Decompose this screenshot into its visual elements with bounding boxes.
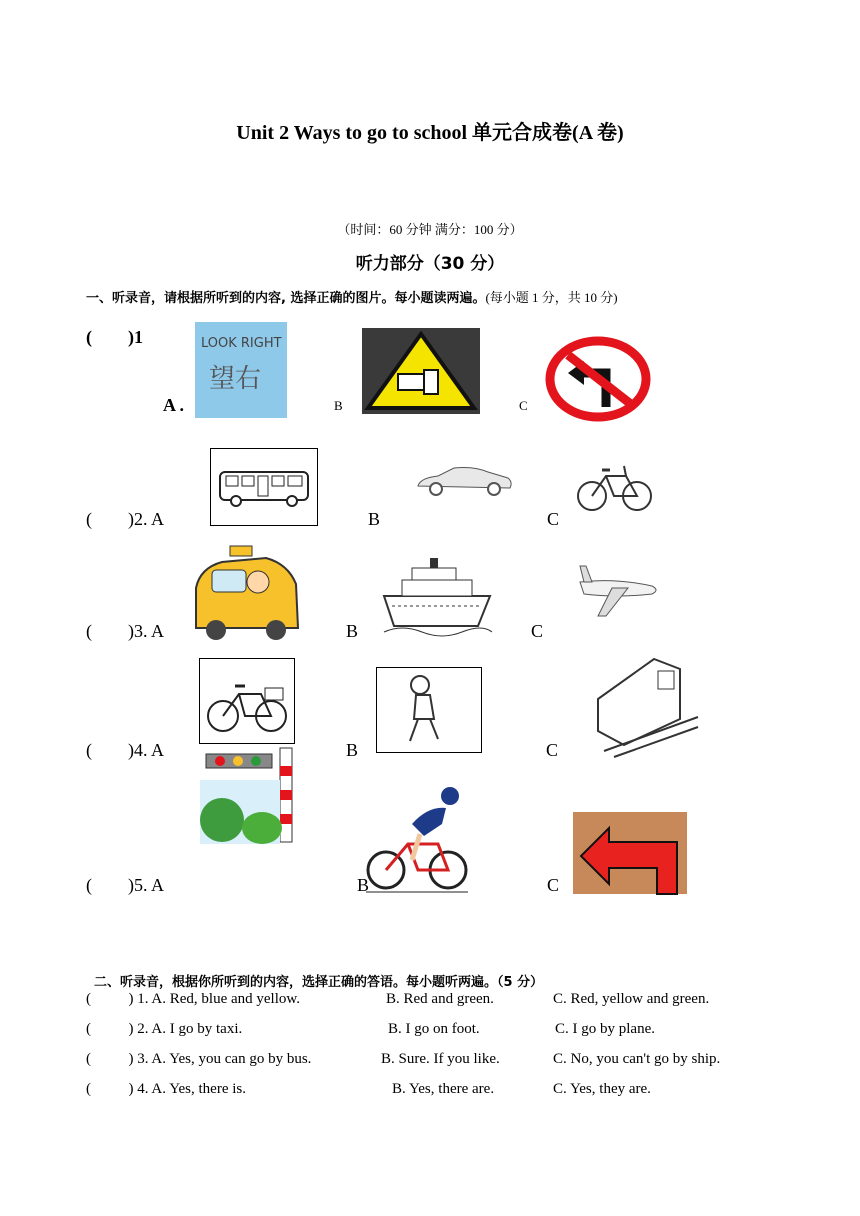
question-3-option-b: B — [346, 621, 359, 641]
traffic-light-image — [200, 746, 300, 844]
train-image — [594, 655, 700, 759]
question-4-option-c: C — [546, 740, 559, 760]
section2-item-4-c: C. Yes, they are. — [553, 1081, 651, 1097]
ship-image — [382, 552, 494, 640]
section2-item-3-b: B. Sure. If you like. — [381, 1051, 500, 1067]
question-5-prefix: ( )5. A — [86, 875, 164, 895]
page-title: Unit 2 Ways to go to school 单元合成卷(A 卷) — [236, 122, 624, 144]
section2-item-1-b: B. Red and green. — [386, 991, 494, 1007]
question-5-option-c: C — [547, 875, 560, 895]
hand-warning-sign-image — [362, 328, 480, 414]
part-title: 听力部分（30 分） — [355, 254, 505, 274]
question-5-option-b: B — [357, 875, 370, 895]
airplane-image — [576, 560, 660, 618]
section2-item-3: ( ) 3. A. Yes, you can go by bus. — [86, 1051, 312, 1067]
section2-item-2-c: C. I go by plane. — [555, 1021, 655, 1037]
question-4-prefix: ( )4. A — [86, 740, 164, 760]
section1-instruction: 一、听录音，请根据所听到的内容, 选择正确的图片。每小题读两遍。(每小题 1 分，共 10 分) — [86, 290, 618, 306]
section2-item-4-b: B. Yes, there are. — [392, 1081, 495, 1097]
question-2-prefix: ( )2. A — [86, 509, 164, 529]
question-4-option-b: B — [346, 740, 359, 760]
time-info: （时间：60 分钟 满分：100 分） — [337, 222, 523, 237]
question-1-option-a: A . — [163, 395, 185, 415]
section2-item-4: ( ) 4. A. Yes, there is. — [86, 1081, 246, 1097]
taxi-image — [192, 544, 300, 640]
question-3-option-c: C — [531, 621, 544, 641]
red-turn-arrow-image — [573, 812, 687, 894]
question-2-option-b: B — [368, 509, 381, 529]
section2-item-2-b: B. I go on foot. — [388, 1021, 480, 1037]
bicycle-image — [576, 458, 654, 516]
no-left-turn-sign-image — [546, 337, 650, 421]
look-right-sign-image: LOOK RIGHT 望右 — [195, 322, 287, 418]
question-1-prefix: ( )1 — [86, 327, 143, 347]
question-1-option-b: B — [334, 398, 343, 413]
section2-item-3-c: C. No, you can't go by ship. — [553, 1051, 721, 1067]
bicycle-with-basket-image — [199, 658, 295, 744]
question-1-option-c: C — [519, 398, 528, 413]
walking-boy-image — [376, 667, 482, 753]
section2-item-1-c: C. Red, yellow and green. — [553, 991, 710, 1007]
section2-instruction: 二、听录音，根据你所听到的内容，选择正确的答语。每小题听两遍。（5 分） — [94, 975, 544, 990]
question-2-option-c: C — [547, 509, 560, 529]
section2-item-2: ( ) 2. A. I go by taxi. — [86, 1021, 243, 1037]
question-3-prefix: ( )3. A — [86, 621, 164, 641]
section2-item-1: ( ) 1. A. Red, blue and yellow. — [86, 991, 300, 1007]
bus-image — [210, 448, 318, 526]
cyclist-image — [364, 784, 468, 894]
car-image — [414, 464, 514, 496]
